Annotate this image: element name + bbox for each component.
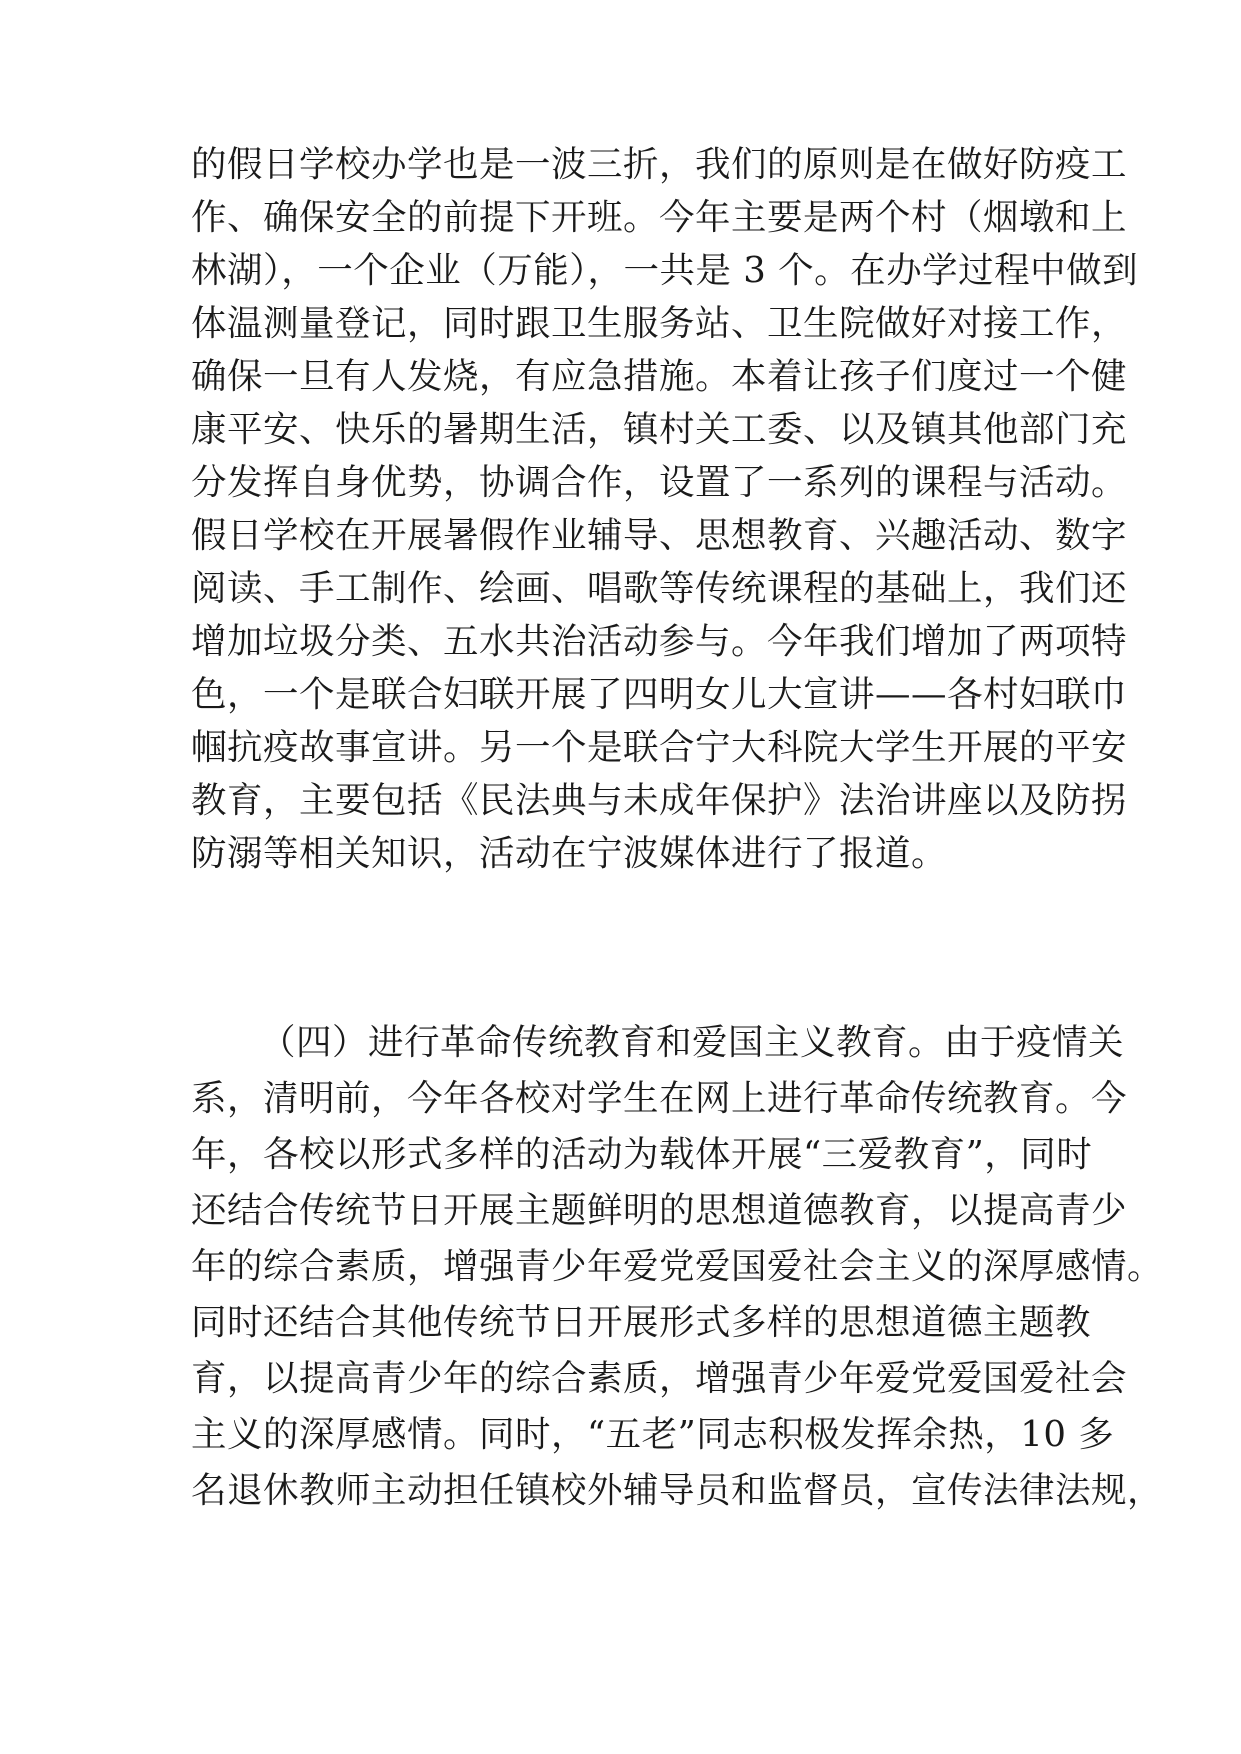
text-line: 防溺等相关知识，活动在宁波媒体进行了报道。 bbox=[191, 833, 948, 874]
text-line: 阅读、手工制作、绘画、唱歌等传统课程的基础上，我们还 bbox=[191, 568, 1128, 609]
text-line: 分发挥自身优势，协调合作，设置了一系列的课程与活动。 bbox=[191, 462, 1128, 503]
text-line: 年的综合素质，增强青少年爱党爱国爱社会主义的深厚感情。 bbox=[191, 1246, 1164, 1287]
text-line: 林湖），一个企业（万能），一共是 3 个。在办学过程中做到 bbox=[191, 250, 1139, 291]
text-line: 同时还结合其他传统节日开展形式多样的思想道德主题教 bbox=[191, 1302, 1092, 1343]
text-line: 教育，主要包括《民法典与未成年保护》法治讲座以及防拐 bbox=[191, 780, 1128, 821]
text-line: 增加垃圾分类、五水共治活动参与。今年我们增加了两项特 bbox=[191, 621, 1128, 662]
text-line: 名退休教师主动担任镇校外辅导员和监督员，宣传法律法规， bbox=[191, 1470, 1164, 1511]
text-line: 确保一旦有人发烧，有应急措施。本着让孩子们度过一个健 bbox=[191, 356, 1128, 397]
text-line: 还结合传统节日开展主题鲜明的思想道德教育，以提高青少 bbox=[191, 1190, 1128, 1231]
text-line: 作、确保安全的前提下开班。今年主要是两个村（烟墩和上 bbox=[191, 197, 1128, 238]
text-line: 帼抗疫故事宣讲。另一个是联合宁大科院大学生开展的平安 bbox=[191, 727, 1128, 768]
text-line: 体温测量登记，同时跟卫生服务站、卫生院做好对接工作， bbox=[191, 303, 1128, 344]
text-line: 假日学校在开展暑假作业辅导、思想教育、兴趣活动、数字 bbox=[191, 515, 1128, 556]
text-line: 系，清明前，今年各校对学生在网上进行革命传统教育。今 bbox=[191, 1078, 1128, 1119]
text-line: 育，以提高青少年的综合素质，增强青少年爱党爱国爱社会 bbox=[191, 1358, 1128, 1399]
text-line: （四）进行革命传统教育和爱国主义教育。由于疫情关 bbox=[260, 1022, 1125, 1063]
text-line: 色，一个是联合妇联开展了四明女儿大宣讲——各村妇联巾 bbox=[191, 674, 1128, 715]
text-line: 年，各校以形式多样的活动为载体开展“三爱教育”，同时 bbox=[191, 1134, 1093, 1175]
text-line: 主义的深厚感情。同时，“五老”同志积极发挥余热，10 多 bbox=[191, 1414, 1115, 1455]
text-line: 康平安、快乐的暑期生活，镇村关工委、以及镇其他部门充 bbox=[191, 409, 1128, 450]
text-line: 的假日学校办学也是一波三折，我们的原则是在做好防疫工 bbox=[191, 144, 1128, 185]
